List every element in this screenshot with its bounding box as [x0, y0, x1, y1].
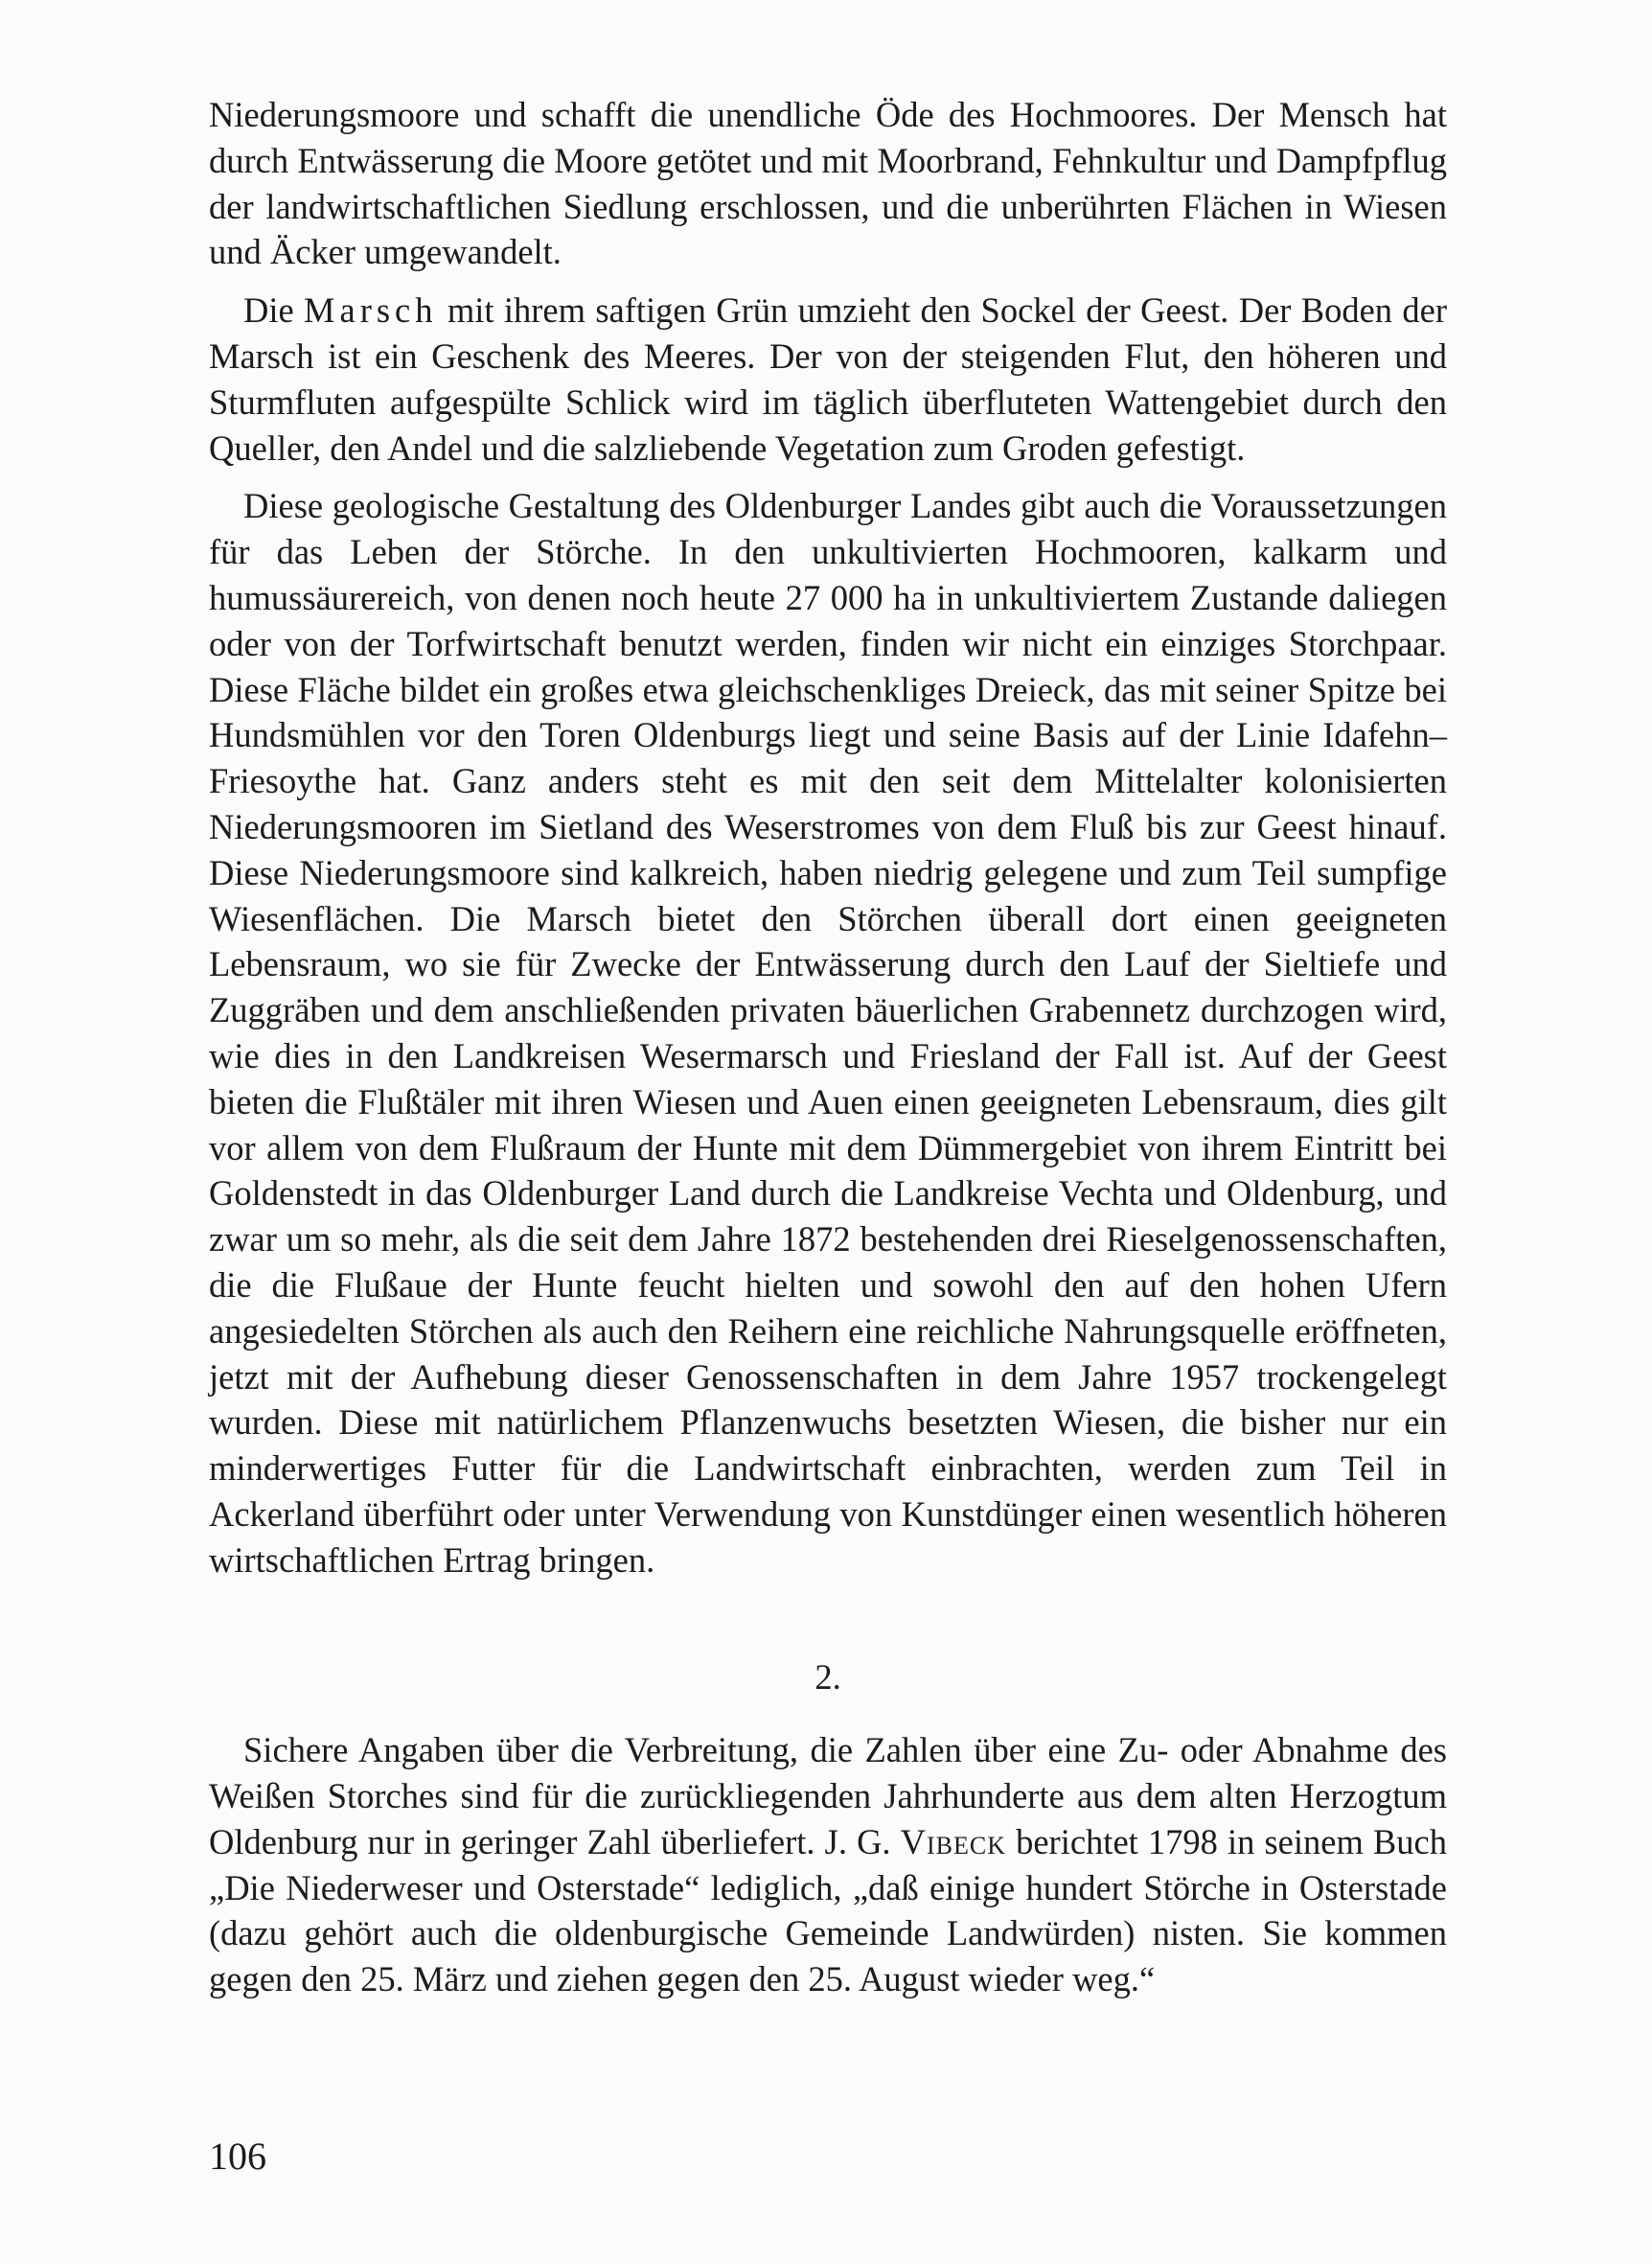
paragraph-geologie: Diese geologische Gestaltung des Oldenburger Landes gibt auch die Voraussetzungen für das Leben der Störche. In den unkultivierten Hochmooren, kalkarm und humussäurereich, von denen noch heute 27 000 ha in unkultiviertem Zustande daliegen oder von der Torfwirtschaft benutzt werden, finden wir nicht ein einziges Storchpaar. Diese Fläche bildet ein großes etwa gleichschenkliges Dreieck, das mit seiner Spitze bei Hundsmühlen vor den Toren Oldenburgs liegt und seine Basis auf der Linie Idafehn–Friesoythe hat. Ganz anders steht es mit den seit dem Mittelalter kolonisierten Niederungsmooren im Sietland des Weserstromes von dem Fluß bis zur Geest hinauf. Diese Niederungsmoore sind kalkreich, haben niedrig gelegene und zum Teil sumpfige Wiesenflächen. Die Marsch bietet den Störchen überall dort einen geeigneten Lebensraum, wo sie für Zwecke der Entwässerung durch den Lauf der Sieltiefe und Zuggräben und dem anschließenden privaten bäuerlichen Grabennetz durchzogen wird, wie dies in den Landkreisen Wesermarsch und Friesland der Fall ist. Auf der Geest bieten die Flußtäler mit ihren Wiesen und Auen einen geeigneten Lebensraum, dies gilt vor allem von dem Flußraum der Hunte mit dem Dümmergebiet von ihrem Eintritt bei Goldenstedt in das Oldenburger Land durch die Landkreise Vechta und Oldenburg, und zwar um so mehr, als die seit dem Jahre 1872 bestehenden drei Rieselgenossenschaften, die die Flußaue der Hunte feucht hielten und sowohl den auf den hohen Ufern angesiedelten Störchen als auch den Reihern eine reichliche Nahrungsquelle eröffneten, jetzt mit der Aufhebung dieser Genossenschaften in dem Jahre 1957 trockengelegt wurden. Diese mit natürlichem Pflanzenwuchs besetzten Wiesen, die bisher nur ein minderwertiges Futter für die Landwirtschaft einbrachten, werden zum Teil in Ackerland überführt oder unter Verwendung von Kunstdünger einen wesentlich höheren wirtschaftlichen Ertrag bringen.	[209, 486, 1447, 1580]
paragraph-moore: Niederungsmoore und schafft die unendliche Öde des Hochmoores. Der Mensch hat durch Entwässerung die Moore getötet und mit Moorbrand, Fehnkultur und Dampfpflug der landwirtschaftlichen Siedlung erschlossen, und die unberührten Flächen in Wiesen und Äcker umgewandelt.	[209, 95, 1447, 272]
body-text	[209, 92, 1447, 2002]
paragraph-angaben-rest: berichtet 1798 in seinem Buch „Die Niederweser und Osterstade“ lediglich, „daß einige hundert Störche in Osterstade (dazu gehört auch die oldenburgische Gemeinde Landwürden) nisten. Sie kommen gegen den 25. März und ziehen gegen den 25. August wieder weg.“	[209, 1821, 1447, 1999]
paragraph-angaben	[209, 1727, 1447, 2002]
page-number: 106	[209, 2135, 266, 2178]
paragraph-marsch-intro: Die	[243, 290, 305, 331]
author-vibeck: Vibeck	[900, 1821, 1007, 1861]
section-number: 2.	[815, 1656, 841, 1697]
paragraph-marsch-rest: mit ihrem saftigen Grün umzieht den Sockel der Geest. Der Boden der Marsch ist ein Geschenk des Meeres. Der von der steigenden Flut, den höheren und Sturmfluten aufgespülte Schlick wird im täglich überfluteten Wattengebiet durch den Queller, den Andel und die salzliebende Vegetation zum Groden gefestigt.	[209, 290, 1447, 468]
paragraph-marsch	[209, 288, 1447, 471]
term-marsch: Marsch	[304, 290, 438, 331]
paragraph-angaben-intro: Sichere Angaben über die Verbreitung, die Zahlen über eine Zu- oder Abnahme des Weißen Storches sind für die zurückliegenden Jahrhunderte aus dem alten Herzogtum Oldenburg nur in geringer Zahl überliefert. J. G.	[209, 1730, 1447, 1861]
